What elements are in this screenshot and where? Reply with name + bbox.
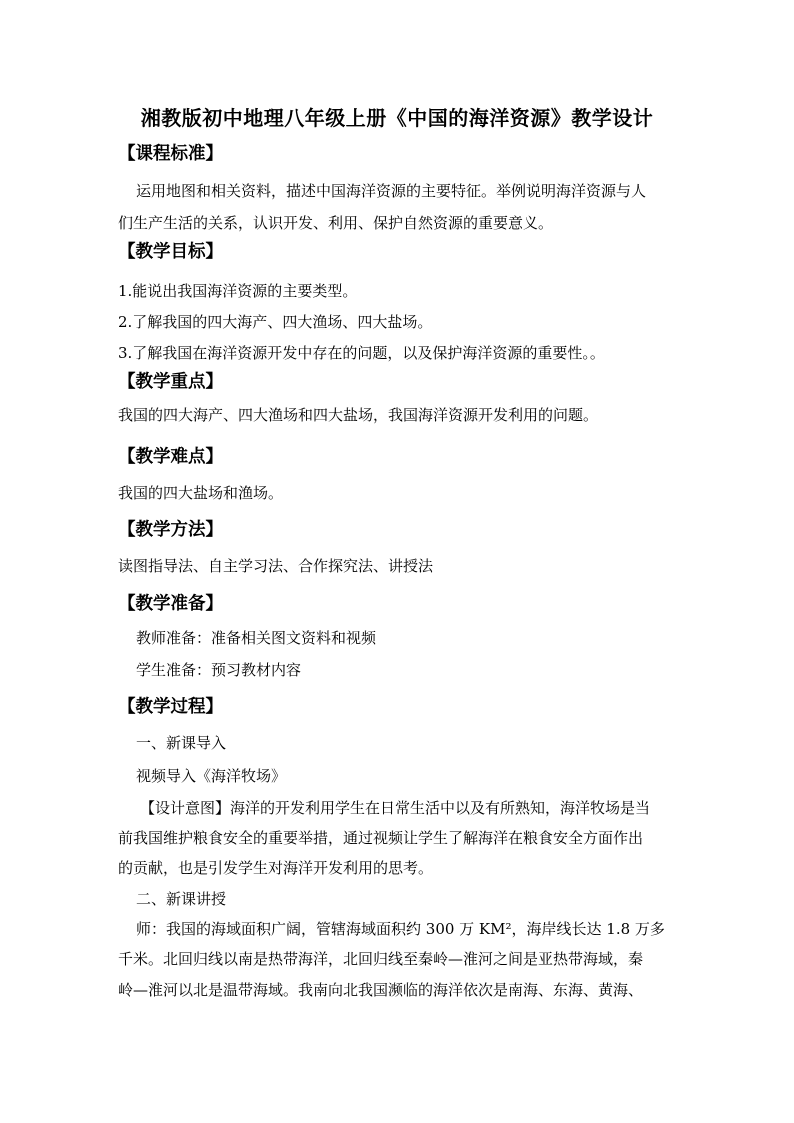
teacher-line-2: 千米。北回归线以南是热带海洋，北回归线至秦岭—淮河之间是亚热带海域，秦 xyxy=(118,950,644,968)
heading-teaching-goals: 【教学目标】 xyxy=(118,242,223,262)
teacher-preparation: 教师准备：准备相关图文资料和视频 xyxy=(136,629,377,647)
heading-key-points: 【教学重点】 xyxy=(118,372,223,392)
heading-preparation: 【教学准备】 xyxy=(118,594,223,614)
teacher-line-3: 岭—淮河以北是温带海域。我南向北我国濒临的海洋依次是南海、东海、黄海、 xyxy=(118,981,644,999)
teaching-methods-text: 读图指导法、自主学习法、合作探究法、讲授法 xyxy=(118,557,434,575)
video-intro-line: 视频导入《海洋牧场》 xyxy=(136,767,287,785)
standard-line-2: 们生产生活的关系，认识开发、利用、保护自然资源的重要意义。 xyxy=(118,214,554,232)
heading-course-standard: 【课程标准】 xyxy=(118,144,223,164)
difficulties-text: 我国的四大盐场和渔场。 xyxy=(118,484,284,502)
student-preparation: 学生准备：预习教材内容 xyxy=(136,661,302,679)
heading-difficulties: 【教学难点】 xyxy=(118,447,223,467)
design-intent-line-1 xyxy=(140,797,650,818)
design-intent-text: 海洋的开发利用学生在日常生活中以及有所熟知，海洋牧场是当 xyxy=(230,799,651,817)
key-points-text: 我国的四大海产、四大渔场和四大盐场，我国海洋资源开发利用的问题。 xyxy=(118,406,599,424)
process-part2-title: 二、新课讲授 xyxy=(136,890,227,908)
teacher-line-1: 师：我国的海域面积广阔，管辖海域面积约 300 万 KM²，海岸线长达 1.8 万多 xyxy=(136,920,665,938)
goal-item-3: 3.了解我国在海洋资源开发中存在的问题，以及保护海洋资源的重要性。。 xyxy=(118,344,605,362)
design-intent-line-2: 前我国维护粮食安全的重要举措，通过视频让学生了解海洋在粮食安全方面作出 xyxy=(118,829,644,847)
heading-teaching-process: 【教学过程】 xyxy=(118,697,223,717)
design-intent-line-3: 的贡献，也是引发学生对海洋开发利用的思考。 xyxy=(118,859,434,877)
goal-item-2: 2.了解我国的四大海产、四大渔场、四大盐场。 xyxy=(118,313,433,331)
process-part1-title: 一、新课导入 xyxy=(136,734,227,752)
heading-teaching-methods: 【教学方法】 xyxy=(118,520,223,540)
design-intent-label: 【设计意图】 xyxy=(140,799,231,817)
goal-item-1: 1.能说出我国海洋资源的主要类型。 xyxy=(118,282,358,300)
standard-line-1: 运用地图和相关资料，描述中国海洋资源的主要特征。举例说明海洋资源与人 xyxy=(136,182,647,200)
document-title: 湘教版初中地理八年级上册《中国的海洋资源》教学设计 xyxy=(140,106,654,130)
